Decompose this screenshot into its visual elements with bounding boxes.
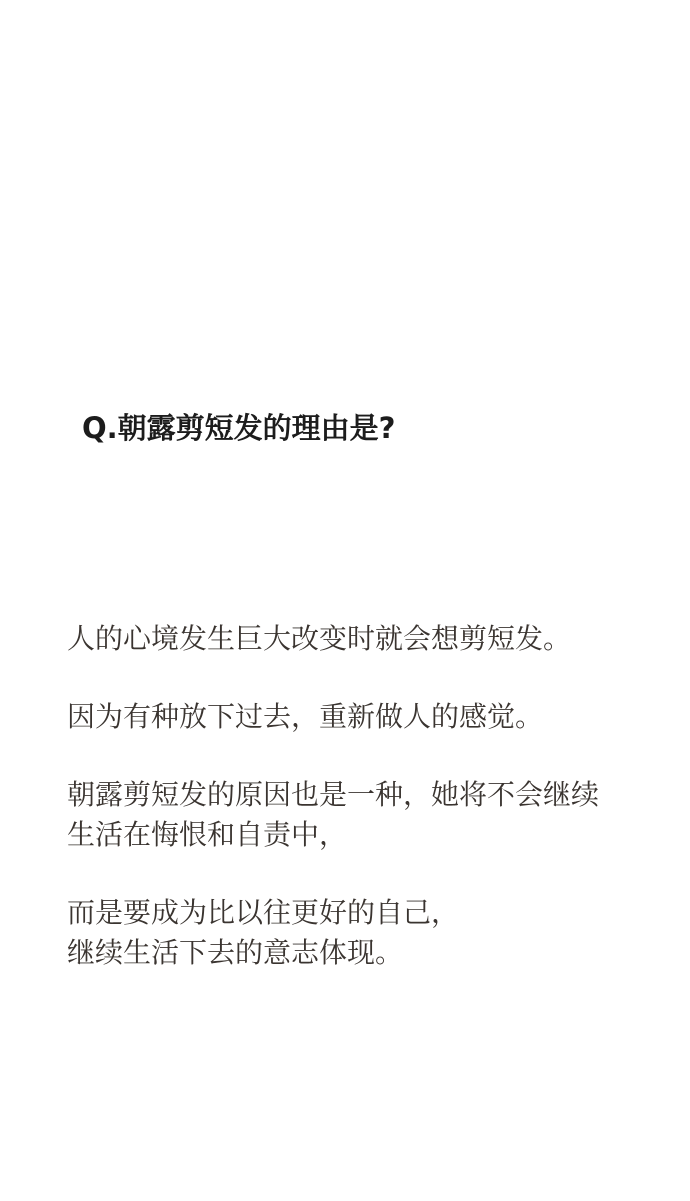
paragraph-4: [67, 893, 667, 973]
answer-text: [67, 619, 667, 1011]
text-line: 因为有种放下过去，重新做人的感觉。: [67, 700, 544, 733]
text-line: 朝露剪短发的原因也是一种，她将不会继续: [67, 778, 600, 811]
paragraph-2: [67, 697, 667, 737]
paragraph-3: [67, 775, 667, 855]
text-line: 继续生活下去的意志体现。: [67, 936, 404, 969]
text-line: 而是要成为比以往更好的自己，: [67, 896, 460, 929]
text-line: 人的心境发生巨大改变时就会想剪短发。: [67, 622, 572, 655]
text-line: 生活在悔恨和自责中，: [67, 818, 348, 851]
paragraph-1: [67, 619, 667, 659]
question-title: Q.朝露剪短发的理由是?: [82, 411, 396, 445]
